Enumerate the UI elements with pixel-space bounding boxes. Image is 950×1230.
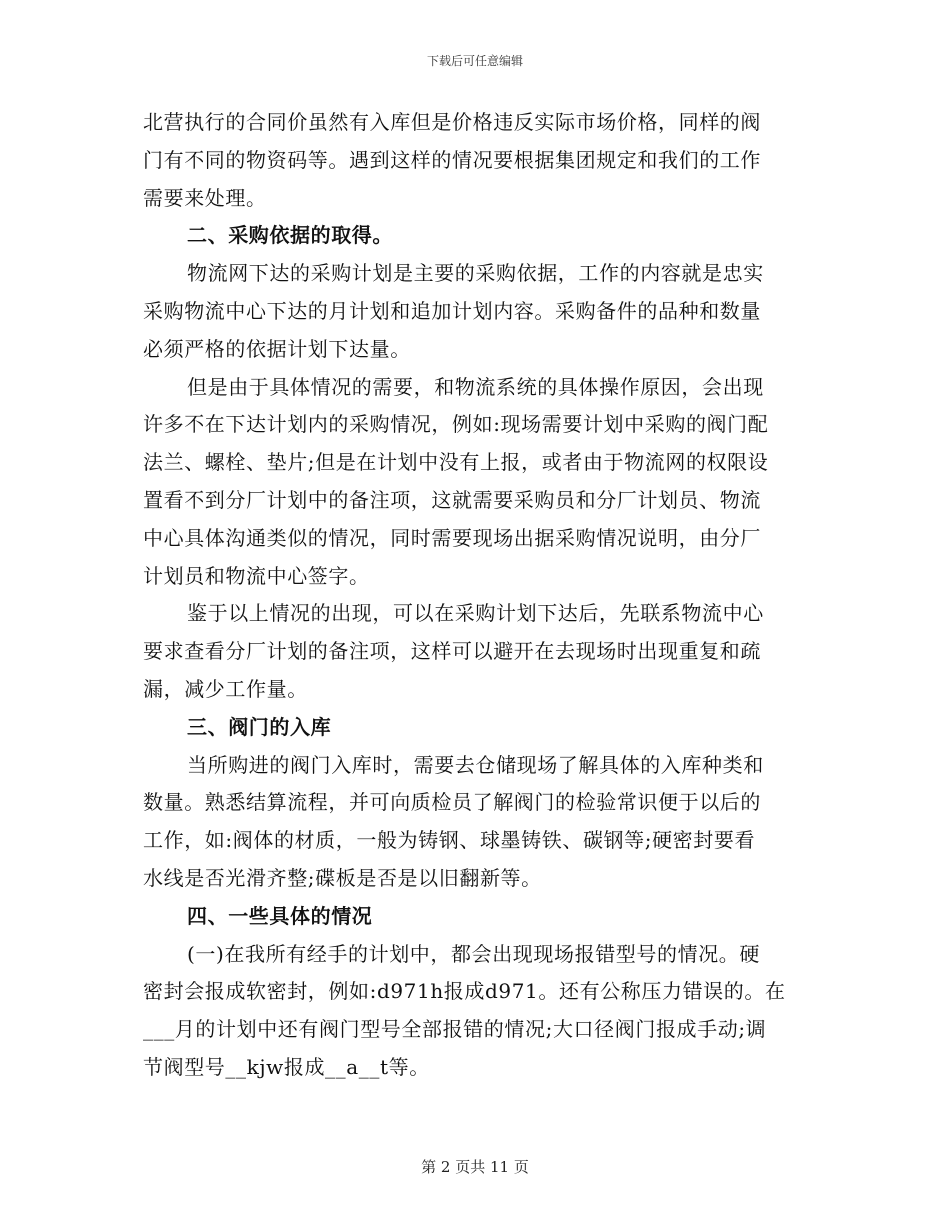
document-body	[143, 104, 811, 1087]
text-line: 但是由于具体情况的需要，和物流系统的具体操作原因，会出现	[187, 374, 764, 399]
text-line: 置看不到分厂计划中的备注项，这就需要采购员和分厂计划员、物流	[143, 487, 761, 512]
text-line: (一)在我所有经手的计划中，都会出现现场报错型号的情况。硬	[187, 941, 761, 966]
text-line: 采购物流中心下达的月计划和追加计划内容。采购备件的品种和数量	[143, 298, 761, 323]
text-line: 密封会报成软密封，例如:d971h报成d971。还有公称压力错误的。在	[143, 979, 786, 1004]
text-line: 许多不在下达计划内的采购情况，例如:现场需要计划中采购的阀门配	[143, 412, 769, 437]
text-line: 必须严格的依据计划下达量。	[143, 336, 411, 361]
text-line: 水线是否光滑齐整;碟板是否是以旧翻新等。	[143, 865, 542, 890]
text-line: ___月的计划中还有阀门型号全部报错的情况;大口径阀门报成手动;调	[143, 1017, 767, 1042]
text-line: 要求查看分厂计划的备注项，这样可以避开在去现场时出现重复和疏	[143, 639, 761, 664]
text-line: 需要来处理。	[143, 185, 267, 210]
text-line: 北营执行的合同价虽然有入库但是价格违反实际市场价格，同样的阀	[143, 110, 761, 134]
text-line: 计划员和物流中心签字。	[143, 563, 370, 588]
text-line: 门有不同的物资码等。遇到这样的情况要根据集团规定和我们的工作	[143, 147, 761, 172]
text-line: 漏，减少工作量。	[143, 676, 308, 701]
section-heading-2: 二、采购依据的取得。	[187, 223, 393, 248]
page-footer: 第 2 页共 11 页	[421, 1158, 529, 1176]
text-line: 数量。熟悉结算流程，并可向质检员了解阀门的检验常识便于以后的	[143, 790, 761, 815]
text-line: 工作，如:阀体的材质，一般为铸钢、球墨铸铁、碳钢等;硬密封要看	[143, 828, 756, 853]
text-line: 当所购进的阀门入库时，需要去仓储现场了解具体的入库种类和	[187, 752, 764, 777]
text-line: 物流网下达的采购计划是主要的采购依据，工作的内容就是忠实	[187, 261, 764, 286]
text-line: 中心具体沟通类似的情况，同时需要现场出据采购情况说明，由分厂	[143, 525, 761, 550]
section-heading-3: 三、阀门的入库	[187, 714, 332, 739]
section-heading-4: 四、一些具体的情况	[187, 903, 373, 928]
text-line: 法兰、螺栓、垫片;但是在计划中没有上报，或者由于物流网的权限设	[143, 450, 769, 475]
text-line: 鉴于以上情况的出现，可以在采购计划下达后，先联系物流中心	[187, 601, 764, 626]
text-line: 节阀型号__kjw报成__a__t等。	[143, 1054, 430, 1079]
page-header: 下载后可任意编辑	[426, 54, 523, 68]
